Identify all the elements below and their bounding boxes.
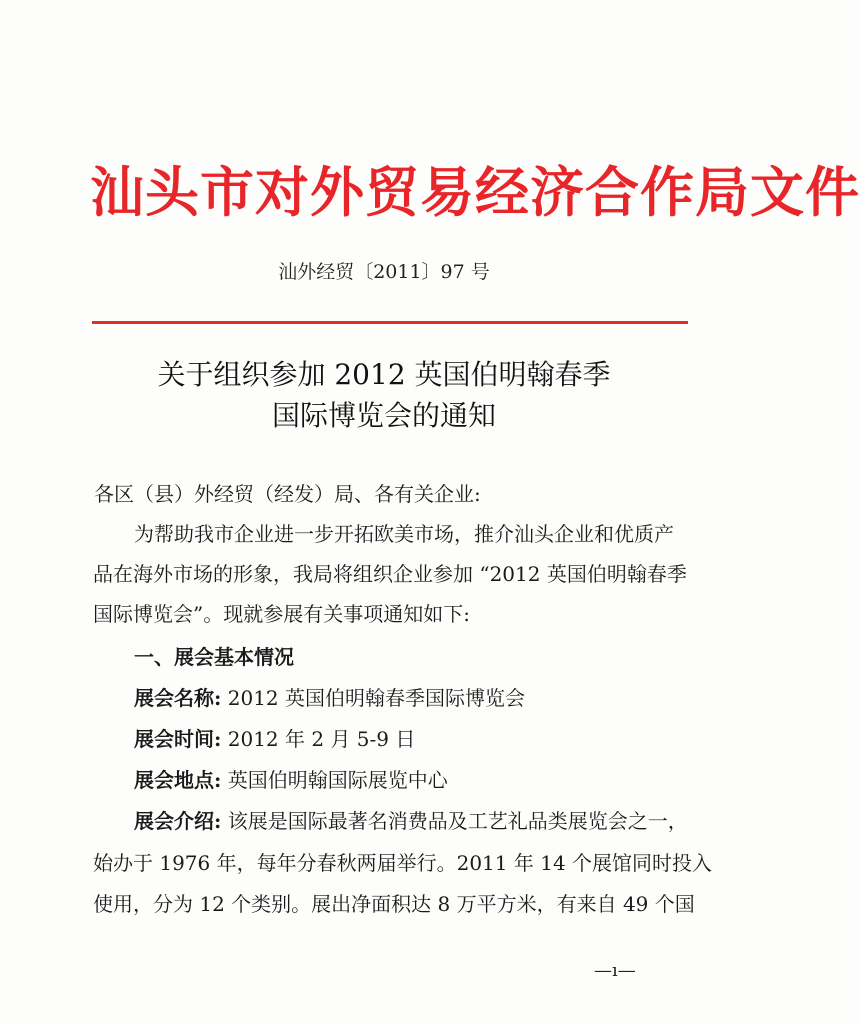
field-label: 展会名称: bbox=[134, 686, 222, 710]
field-row-exhibition-location bbox=[134, 764, 448, 793]
field-value: 2012 年 2 月 5-9 日 bbox=[221, 727, 416, 751]
field-value: 该展是国际最著名消费品及工艺礼品类展览会之一， bbox=[221, 809, 688, 833]
document-number: 汕外经贸〔2011〕97 号 bbox=[278, 261, 490, 283]
field-row-exhibition-intro bbox=[134, 805, 688, 834]
page-number: —ı— bbox=[594, 960, 636, 981]
field-label: 展会介绍: bbox=[134, 809, 222, 833]
red-divider-line bbox=[92, 321, 688, 324]
field-label: 展会时间: bbox=[134, 727, 222, 751]
paragraph-line: 始办于 1976 年，每年分春秋两届举行。2011 年 14 个展馆同时投入 bbox=[93, 851, 713, 875]
section-heading: 一、展会基本情况 bbox=[134, 645, 294, 669]
field-row-exhibition-time bbox=[134, 723, 415, 752]
field-value: 英国伯明翰国际展览中心 bbox=[221, 768, 448, 792]
paragraph-line: 使用，分为 12 个类别。展出净面积达 8 万平方米，有来自 49 个国 bbox=[93, 892, 695, 916]
subject-title-line-2: 国际博览会的通知 bbox=[271, 399, 496, 432]
field-row-exhibition-name bbox=[134, 682, 525, 711]
document-header-title: 汕头市对外贸易经济合作局文件 bbox=[90, 160, 860, 224]
field-value: 2012 英国伯明翰春季国际博览会 bbox=[221, 686, 526, 710]
field-label: 展会地点: bbox=[134, 768, 222, 792]
paragraph-line: 国际博览会”。现就参展有关事项通知如下: bbox=[93, 602, 470, 626]
addressee-line: 各区（县）外经贸（经发）局、各有关企业: bbox=[94, 482, 481, 506]
subject-title-line-1: 关于组织参加 2012 英国伯明翰春季 bbox=[157, 358, 611, 391]
paragraph-line: 品在海外市场的形象，我局将组织企业参加 “2012 英国伯明翰春季 bbox=[93, 562, 687, 586]
paragraph-line: 为帮助我市企业进一步开拓欧美市场，推介汕头企业和优质产 bbox=[134, 522, 674, 546]
